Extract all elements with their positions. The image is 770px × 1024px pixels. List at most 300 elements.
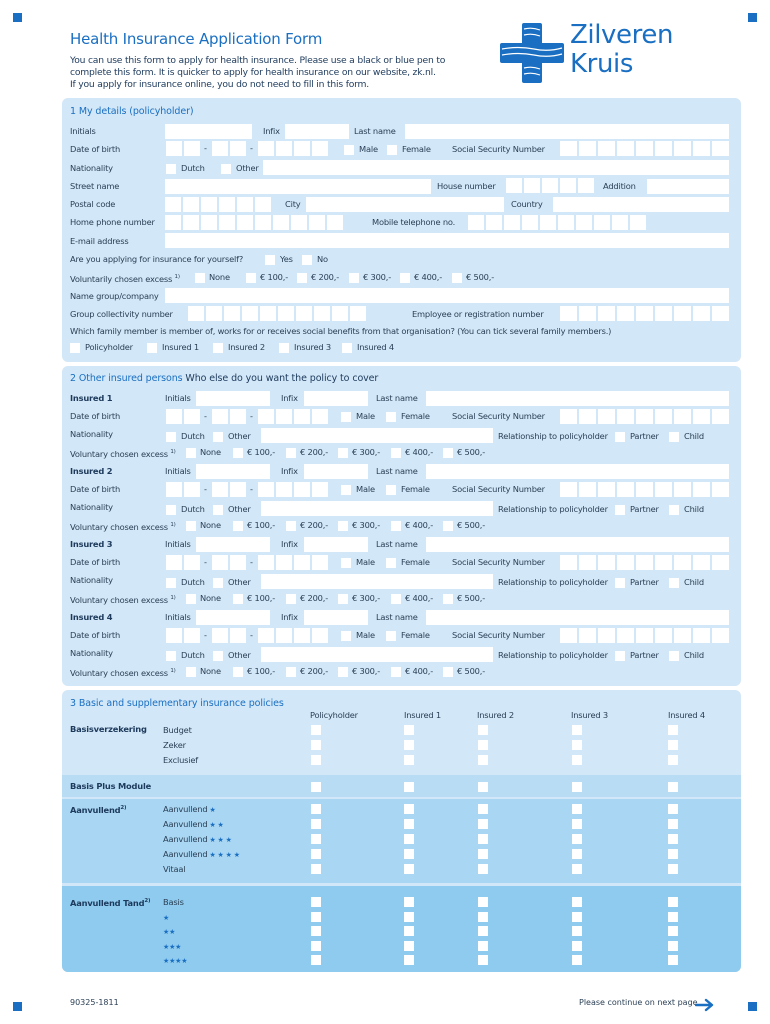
family-option-checkbox[interactable] <box>279 343 289 353</box>
insured-ssn-box[interactable] <box>636 628 653 643</box>
insured-male-checkbox[interactable] <box>341 558 351 568</box>
group-number-box[interactable] <box>278 306 294 321</box>
insured-excess-checkbox[interactable] <box>338 521 348 531</box>
email-field[interactable] <box>165 233 729 248</box>
insured-ssn-box[interactable] <box>598 409 615 424</box>
family-option-checkbox[interactable] <box>213 343 223 353</box>
insured-ssn-box[interactable] <box>598 628 615 643</box>
mobile-box[interactable] <box>576 215 592 230</box>
policy-checkbox[interactable] <box>311 955 321 965</box>
excess-option-checkbox[interactable] <box>349 273 359 283</box>
policy-checkbox[interactable] <box>404 725 414 735</box>
insured-dob-year-box[interactable] <box>258 409 274 424</box>
country-field[interactable] <box>553 197 729 212</box>
policy-checkbox[interactable] <box>668 864 678 874</box>
insured-dob-year-box[interactable] <box>294 628 310 643</box>
home-phone-box[interactable] <box>201 215 217 230</box>
mobile-box[interactable] <box>504 215 520 230</box>
insured-infix-field[interactable] <box>304 391 368 406</box>
insured-ssn-box[interactable] <box>579 482 596 497</box>
insured-infix-field[interactable] <box>304 464 368 479</box>
female-checkbox[interactable] <box>387 145 397 155</box>
insured-excess-checkbox[interactable] <box>391 594 401 604</box>
policy-checkbox[interactable] <box>404 912 414 922</box>
insured-ssn-box[interactable] <box>712 555 729 570</box>
ssn-box[interactable] <box>712 141 729 156</box>
insured-last-name-field[interactable] <box>426 537 729 552</box>
policy-checkbox[interactable] <box>668 804 678 814</box>
insured-excess-checkbox[interactable] <box>286 594 296 604</box>
dob-month-box[interactable] <box>230 141 246 156</box>
policy-checkbox[interactable] <box>311 926 321 936</box>
policy-checkbox[interactable] <box>478 955 488 965</box>
mobile-box[interactable] <box>540 215 556 230</box>
insured-dob-year-box[interactable] <box>312 628 328 643</box>
insured-dob-day-box[interactable] <box>184 409 200 424</box>
other-nationality-checkbox[interactable] <box>221 164 231 174</box>
policy-checkbox[interactable] <box>572 849 582 859</box>
insured-nationality-field[interactable] <box>261 647 493 662</box>
policy-checkbox[interactable] <box>668 897 678 907</box>
mobile-box[interactable] <box>594 215 610 230</box>
insured-ssn-box[interactable] <box>712 409 729 424</box>
insured-dutch-checkbox[interactable] <box>166 651 176 661</box>
insured-dob-day-box[interactable] <box>166 482 182 497</box>
insured-excess-checkbox[interactable] <box>186 448 196 458</box>
group-number-box[interactable] <box>314 306 330 321</box>
yes-checkbox[interactable] <box>265 255 275 265</box>
insured-ssn-box[interactable] <box>617 482 634 497</box>
house-number-box[interactable] <box>542 178 558 193</box>
insured-child-checkbox[interactable] <box>669 651 679 661</box>
insured-ssn-box[interactable] <box>598 555 615 570</box>
policy-checkbox[interactable] <box>404 941 414 951</box>
employee-number-box[interactable] <box>598 306 615 321</box>
policy-checkbox[interactable] <box>478 804 488 814</box>
ssn-box[interactable] <box>693 141 710 156</box>
insured-ssn-box[interactable] <box>636 409 653 424</box>
insured-dob-year-box[interactable] <box>258 555 274 570</box>
insured-ssn-box[interactable] <box>693 409 710 424</box>
dutch-label: Dutch <box>181 163 205 173</box>
policy-checkbox[interactable] <box>404 740 414 750</box>
insured-dob-day-box[interactable] <box>166 409 182 424</box>
home-phone-box[interactable] <box>165 215 181 230</box>
mobile-box[interactable] <box>522 215 538 230</box>
insured-excess-option-label: € 200,- <box>300 593 328 603</box>
insured-ssn-box[interactable] <box>560 555 577 570</box>
initials-field[interactable] <box>165 124 252 139</box>
insured-dob-year-box[interactable] <box>294 409 310 424</box>
policy-checkbox[interactable] <box>572 864 582 874</box>
insured-dob-month-box[interactable] <box>230 555 246 570</box>
insured-excess-checkbox[interactable] <box>233 667 243 677</box>
insured-ssn-box[interactable] <box>636 555 653 570</box>
insured-ssn-box[interactable] <box>617 409 634 424</box>
insured-dob-day-box[interactable] <box>184 555 200 570</box>
insured-dob-month-box[interactable] <box>212 628 228 643</box>
insured-other-checkbox[interactable] <box>213 505 223 515</box>
postal-code-box[interactable] <box>255 197 271 212</box>
insured-dob-year-box[interactable] <box>276 555 292 570</box>
insured-child-checkbox[interactable] <box>669 432 679 442</box>
group-name-field[interactable] <box>165 288 729 303</box>
home-phone-box[interactable] <box>237 215 253 230</box>
policy-checkbox[interactable] <box>404 819 414 829</box>
insured-ssn-box[interactable] <box>560 409 577 424</box>
house-number-box[interactable] <box>578 178 594 193</box>
insured-last-name-field[interactable] <box>426 610 729 625</box>
group-number-box[interactable] <box>260 306 276 321</box>
employee-number-box[interactable] <box>655 306 672 321</box>
insured-excess-checkbox[interactable] <box>443 594 453 604</box>
family-option-checkbox[interactable] <box>70 343 80 353</box>
insured-last-name-field[interactable] <box>426 464 729 479</box>
group-number-box[interactable] <box>350 306 366 321</box>
insured-ssn-box[interactable] <box>674 628 691 643</box>
policy-checkbox[interactable] <box>404 782 414 792</box>
insured-ssn-box[interactable] <box>579 409 596 424</box>
insured-excess-checkbox[interactable] <box>286 667 296 677</box>
insured-last-name-field[interactable] <box>426 391 729 406</box>
insured-dob-day-box[interactable] <box>166 555 182 570</box>
no-checkbox[interactable] <box>302 255 312 265</box>
insured-child-checkbox[interactable] <box>669 505 679 515</box>
insured-ssn-box[interactable] <box>693 628 710 643</box>
policy-checkbox[interactable] <box>572 912 582 922</box>
policy-checkbox[interactable] <box>572 804 582 814</box>
insured-ssn-box[interactable] <box>674 555 691 570</box>
male-checkbox[interactable] <box>344 145 354 155</box>
insured-other-checkbox[interactable] <box>213 578 223 588</box>
insured-female-checkbox[interactable] <box>386 485 396 495</box>
insured-ssn-box[interactable] <box>636 482 653 497</box>
group-number-box[interactable] <box>206 306 222 321</box>
insured-infix-field[interactable] <box>304 610 368 625</box>
dob-year-box[interactable] <box>294 141 310 156</box>
insured-female-checkbox[interactable] <box>386 412 396 422</box>
policy-checkbox[interactable] <box>404 897 414 907</box>
policy-checkbox[interactable] <box>311 725 321 735</box>
insured-ssn-box[interactable] <box>655 482 672 497</box>
insured-dob-label: Date of birth <box>70 557 120 567</box>
policy-checkbox[interactable] <box>572 782 582 792</box>
dob-year-box[interactable] <box>312 141 328 156</box>
insured-dob-year-box[interactable] <box>294 555 310 570</box>
policy-checkbox[interactable] <box>478 897 488 907</box>
ssn-box[interactable] <box>617 141 634 156</box>
mobile-box[interactable] <box>612 215 628 230</box>
policy-checkbox[interactable] <box>311 912 321 922</box>
policy-checkbox[interactable] <box>572 834 582 844</box>
insured-excess-checkbox[interactable] <box>338 448 348 458</box>
policy-checkbox[interactable] <box>668 926 678 936</box>
policy-checkbox[interactable] <box>572 755 582 765</box>
insured-excess-checkbox[interactable] <box>338 667 348 677</box>
policy-checkbox[interactable] <box>668 755 678 765</box>
insured-ssn-box[interactable] <box>655 409 672 424</box>
insured-partner-checkbox[interactable] <box>615 432 625 442</box>
mobile-box[interactable] <box>486 215 502 230</box>
infix-field[interactable] <box>285 124 349 139</box>
policy-checkbox[interactable] <box>404 755 414 765</box>
policy-checkbox[interactable] <box>668 941 678 951</box>
postal-code-box[interactable] <box>237 197 253 212</box>
group-number-box[interactable] <box>296 306 312 321</box>
insured-other-checkbox[interactable] <box>213 432 223 442</box>
employee-number-box[interactable] <box>579 306 596 321</box>
insured-ssn-box[interactable] <box>674 409 691 424</box>
policy-checkbox[interactable] <box>478 740 488 750</box>
policy-checkbox[interactable] <box>478 819 488 829</box>
insured-dob-year-box[interactable] <box>276 409 292 424</box>
policy-checkbox[interactable] <box>404 834 414 844</box>
insured-ssn-box[interactable] <box>560 482 577 497</box>
insured-ssn-box[interactable] <box>655 628 672 643</box>
house-number-box[interactable] <box>560 178 576 193</box>
postal-code-box[interactable] <box>219 197 235 212</box>
policy-checkbox[interactable] <box>404 926 414 936</box>
policy-checkbox[interactable] <box>572 740 582 750</box>
policy-checkbox[interactable] <box>404 864 414 874</box>
insured-dob-day-box[interactable] <box>184 482 200 497</box>
ssn-box[interactable] <box>636 141 653 156</box>
policy-checkbox[interactable] <box>572 725 582 735</box>
ssn-box[interactable] <box>598 141 615 156</box>
insured-dob-month-box[interactable] <box>212 409 228 424</box>
insured-male-checkbox[interactable] <box>341 631 351 641</box>
insured-excess-checkbox[interactable] <box>286 448 296 458</box>
home-phone-box[interactable] <box>219 215 235 230</box>
dutch-checkbox[interactable] <box>166 164 176 174</box>
insured-partner-checkbox[interactable] <box>615 578 625 588</box>
insured-dob-month-box[interactable] <box>212 555 228 570</box>
nationality-other-field[interactable] <box>263 160 729 175</box>
group-number-box[interactable] <box>332 306 348 321</box>
insured-dob-year-box[interactable] <box>258 628 274 643</box>
insured-dob-year-box[interactable] <box>312 482 328 497</box>
insured-excess-checkbox[interactable] <box>186 667 196 677</box>
insured-initials-field[interactable] <box>196 391 270 406</box>
dob-day-box[interactable] <box>166 141 182 156</box>
city-field[interactable] <box>306 197 504 212</box>
insured-female-checkbox[interactable] <box>386 631 396 641</box>
insured-dutch-checkbox[interactable] <box>166 505 176 515</box>
insured-excess-checkbox[interactable] <box>338 594 348 604</box>
excess-option-checkbox[interactable] <box>246 273 256 283</box>
policy-checkbox[interactable] <box>572 941 582 951</box>
insured-initials-field[interactable] <box>196 537 270 552</box>
policy-checkbox[interactable] <box>478 755 488 765</box>
employee-number-box[interactable] <box>560 306 577 321</box>
policy-checkbox[interactable] <box>668 725 678 735</box>
insured-excess-checkbox[interactable] <box>391 667 401 677</box>
policy-checkbox[interactable] <box>668 834 678 844</box>
policy-checkbox[interactable] <box>311 782 321 792</box>
insured-ssn-box[interactable] <box>579 628 596 643</box>
insured-nationality-field[interactable] <box>261 501 493 516</box>
insured-excess-checkbox[interactable] <box>443 448 453 458</box>
insured-ssn-box[interactable] <box>693 555 710 570</box>
insured-ssn-box[interactable] <box>712 628 729 643</box>
ssn-box[interactable] <box>674 141 691 156</box>
policy-checkbox[interactable] <box>478 912 488 922</box>
insured-dob-year-box[interactable] <box>294 482 310 497</box>
insured-dutch-checkbox[interactable] <box>166 578 176 588</box>
excess-option-checkbox[interactable] <box>195 273 205 283</box>
insured-dob-year-box[interactable] <box>258 482 274 497</box>
policy-checkbox[interactable] <box>311 740 321 750</box>
employee-number-box[interactable] <box>693 306 710 321</box>
insured-nationality-field[interactable] <box>261 574 493 589</box>
insured-male-checkbox[interactable] <box>341 485 351 495</box>
policy-checkbox[interactable] <box>311 804 321 814</box>
employee-number-box[interactable] <box>712 306 729 321</box>
policy-checkbox[interactable] <box>311 755 321 765</box>
group-number-box[interactable] <box>242 306 258 321</box>
insured-dob-month-box[interactable] <box>212 482 228 497</box>
policy-checkbox[interactable] <box>478 864 488 874</box>
insured-excess-checkbox[interactable] <box>233 448 243 458</box>
insured-nationality-field[interactable] <box>261 428 493 443</box>
policy-checkbox[interactable] <box>478 849 488 859</box>
mobile-box[interactable] <box>468 215 484 230</box>
insured-dob-year-box[interactable] <box>312 555 328 570</box>
policy-checkbox[interactable] <box>311 819 321 829</box>
policy-checkbox[interactable] <box>404 955 414 965</box>
insured-other-checkbox[interactable] <box>213 651 223 661</box>
policy-checkbox[interactable] <box>572 897 582 907</box>
insured-partner-checkbox[interactable] <box>615 505 625 515</box>
insured-dob-year-box[interactable] <box>276 628 292 643</box>
addition-field[interactable] <box>647 179 729 194</box>
policy-checkbox[interactable] <box>311 849 321 859</box>
insured-dob-year-box[interactable] <box>276 482 292 497</box>
excess-option-checkbox[interactable] <box>452 273 462 283</box>
insured-male-checkbox[interactable] <box>341 412 351 422</box>
postal-code-box[interactable] <box>183 197 199 212</box>
employee-number-box[interactable] <box>674 306 691 321</box>
dob-month-box[interactable] <box>212 141 228 156</box>
policy-checkbox[interactable] <box>668 912 678 922</box>
policy-checkbox[interactable] <box>668 849 678 859</box>
insured-ssn-box[interactable] <box>560 628 577 643</box>
policy-checkbox[interactable] <box>311 834 321 844</box>
policy-checkbox[interactable] <box>668 819 678 829</box>
dob-year-box[interactable] <box>258 141 274 156</box>
last-name-field[interactable] <box>405 124 729 139</box>
insured-excess-checkbox[interactable] <box>286 521 296 531</box>
ssn-box[interactable] <box>579 141 596 156</box>
family-option-checkbox[interactable] <box>147 343 157 353</box>
insured-excess-checkbox[interactable] <box>186 594 196 604</box>
postal-code-box[interactable] <box>165 197 181 212</box>
ssn-box[interactable] <box>655 141 672 156</box>
insured-ssn-box[interactable] <box>693 482 710 497</box>
ssn-box[interactable] <box>560 141 577 156</box>
insured-excess-checkbox[interactable] <box>443 521 453 531</box>
insured-excess-checkbox[interactable] <box>233 594 243 604</box>
insured-ssn-box[interactable] <box>579 555 596 570</box>
home-phone-box[interactable] <box>327 215 343 230</box>
policy-checkbox[interactable] <box>478 941 488 951</box>
postal-code-box[interactable] <box>201 197 217 212</box>
policy-checkbox[interactable] <box>668 782 678 792</box>
insured-ssn-box[interactable] <box>617 628 634 643</box>
home-phone-box[interactable] <box>273 215 289 230</box>
policy-checkbox[interactable] <box>478 782 488 792</box>
insured-ssn-box[interactable] <box>617 555 634 570</box>
insured-dutch-checkbox[interactable] <box>166 432 176 442</box>
excess-option-checkbox[interactable] <box>400 273 410 283</box>
mobile-box[interactable] <box>558 215 574 230</box>
insured-ssn-box[interactable] <box>655 555 672 570</box>
insured-infix-field[interactable] <box>304 537 368 552</box>
group-number-box[interactable] <box>188 306 204 321</box>
insured-ssn-box[interactable] <box>598 482 615 497</box>
policy-checkbox[interactable] <box>404 804 414 814</box>
employee-number-box[interactable] <box>636 306 653 321</box>
employee-number-box[interactable] <box>617 306 634 321</box>
insured-dob-month-box[interactable] <box>230 409 246 424</box>
insured-dob-day-box[interactable] <box>184 628 200 643</box>
star-rating-icon: ★★ <box>163 928 176 936</box>
policy-checkbox[interactable] <box>572 955 582 965</box>
insured-dob-month-box[interactable] <box>230 628 246 643</box>
insured-excess-checkbox[interactable] <box>443 667 453 677</box>
policy-checkbox[interactable] <box>572 926 582 936</box>
dob-year-box[interactable] <box>276 141 292 156</box>
policy-checkbox[interactable] <box>478 834 488 844</box>
excess-option-checkbox[interactable] <box>297 273 307 283</box>
insured-child-checkbox[interactable] <box>669 578 679 588</box>
dob-day-box[interactable] <box>184 141 200 156</box>
insured-dob-year-box[interactable] <box>312 409 328 424</box>
street-name-field[interactable] <box>165 179 431 194</box>
insured-excess-checkbox[interactable] <box>391 448 401 458</box>
insured-ssn-box[interactable] <box>674 482 691 497</box>
home-phone-box[interactable] <box>291 215 307 230</box>
policy-checkbox[interactable] <box>311 864 321 874</box>
family-option-checkbox[interactable] <box>342 343 352 353</box>
insured-ssn-box[interactable] <box>712 482 729 497</box>
insured-dob-day-box[interactable] <box>166 628 182 643</box>
insured-initials-field[interactable] <box>196 464 270 479</box>
home-phone-box[interactable] <box>309 215 325 230</box>
insured-initials-field[interactable] <box>196 610 270 625</box>
insured-excess-checkbox[interactable] <box>233 521 243 531</box>
insured-excess-checkbox[interactable] <box>186 521 196 531</box>
policy-checkbox[interactable] <box>311 897 321 907</box>
home-phone-box[interactable] <box>255 215 271 230</box>
insured-female-checkbox[interactable] <box>386 558 396 568</box>
group-number-box[interactable] <box>224 306 240 321</box>
policy-checkbox[interactable] <box>478 926 488 936</box>
policy-checkbox[interactable] <box>478 725 488 735</box>
mobile-box[interactable] <box>630 215 646 230</box>
policy-checkbox[interactable] <box>404 849 414 859</box>
house-number-box[interactable] <box>524 178 540 193</box>
insured-dob-month-box[interactable] <box>230 482 246 497</box>
insured-excess-checkbox[interactable] <box>391 521 401 531</box>
house-number-box[interactable] <box>506 178 522 193</box>
policy-checkbox[interactable] <box>311 941 321 951</box>
policy-checkbox[interactable] <box>572 819 582 829</box>
home-phone-box[interactable] <box>183 215 199 230</box>
policy-checkbox[interactable] <box>668 955 678 965</box>
policy-checkbox[interactable] <box>668 740 678 750</box>
insured-partner-checkbox[interactable] <box>615 651 625 661</box>
